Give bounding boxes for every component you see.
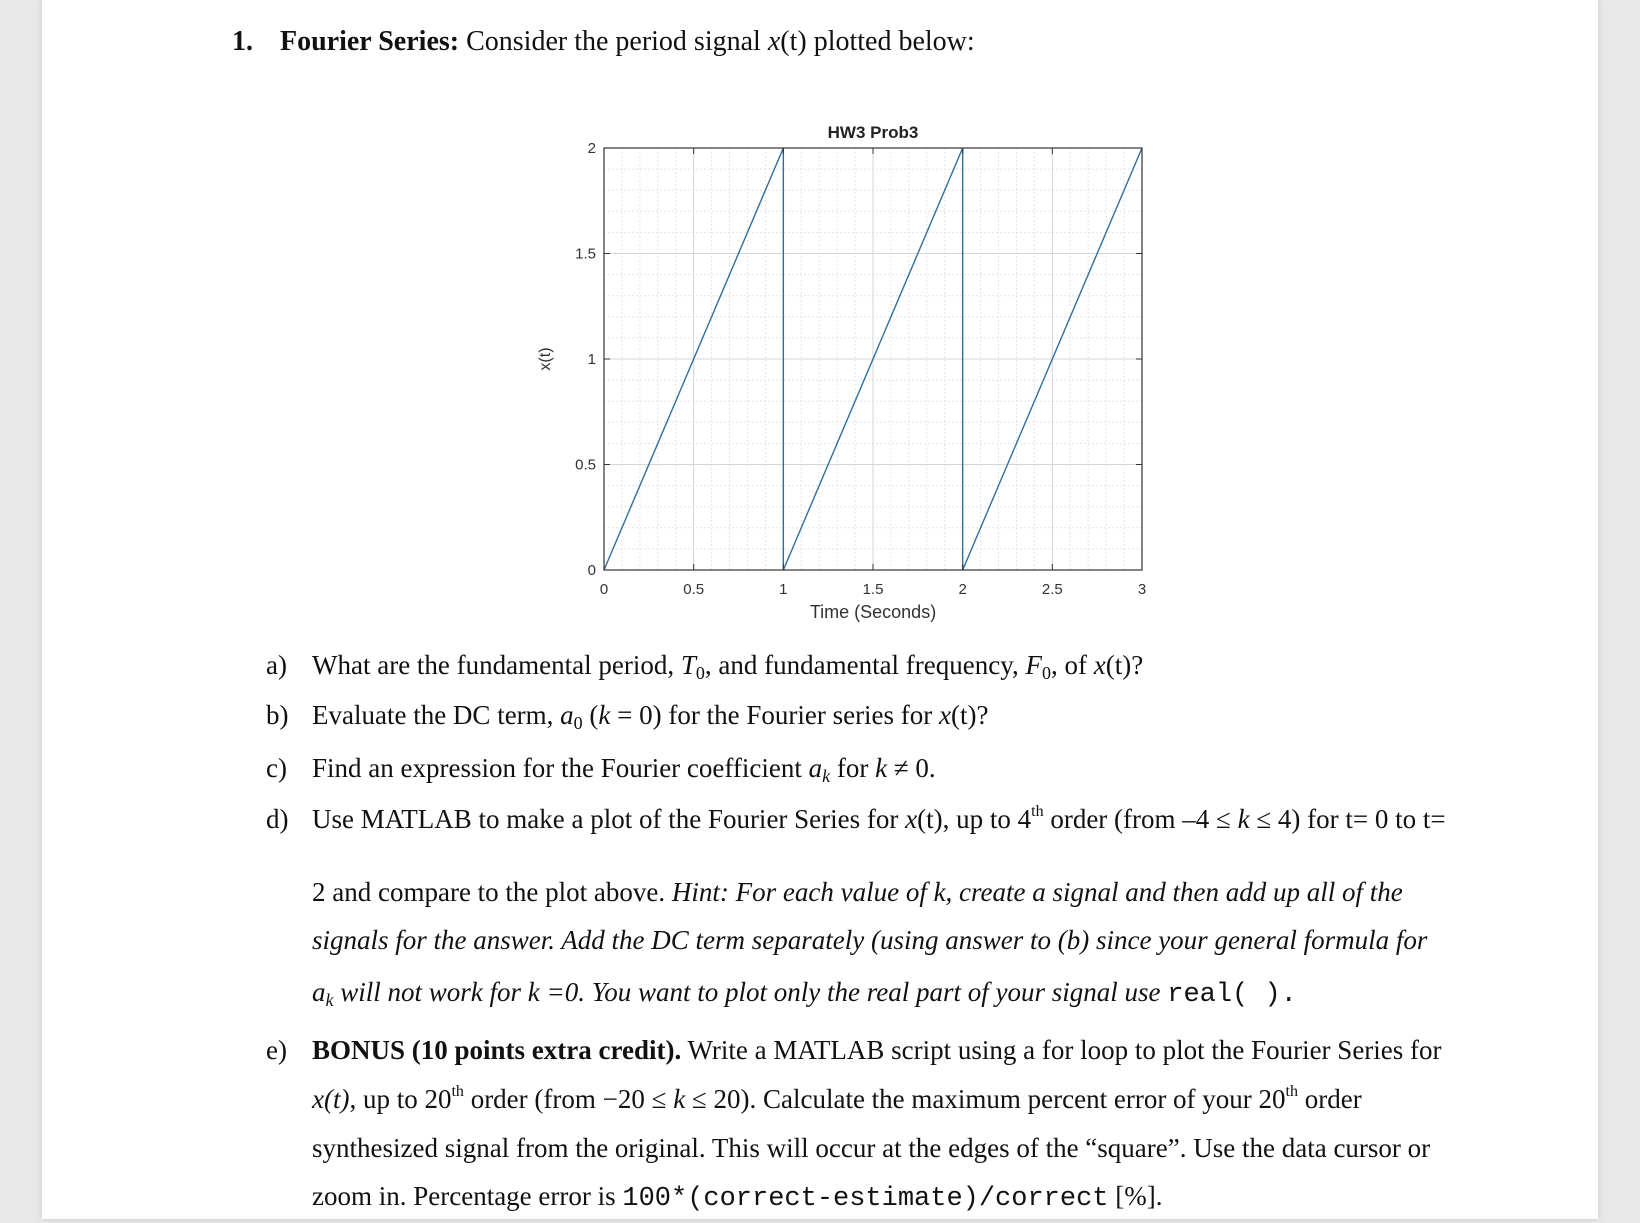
question-d-line-2: 2 and compare to the plot above. Hint: For each value of k, create a signal and then add up all of the	[312, 868, 1403, 916]
x-tick-label: 0.5	[683, 581, 704, 598]
question-e-line-4: zoom in. Percentage error is 100*(correct-estimate)/correct [%].	[312, 1172, 1162, 1223]
x-tick-label: 1	[779, 581, 787, 598]
chart-title: HW3 Prob3	[828, 123, 919, 142]
problem-title: Fourier Series:	[280, 26, 459, 57]
question-e-line-3: synthesized signal from the original. This will occur at the edges of the “square”. Use the data cursor or	[312, 1124, 1430, 1172]
signal-figure	[532, 110, 1172, 630]
question-d-line-4: $a_k$ will not work for k =0. You want to plot only the real part of your signal use real( ).	[312, 968, 1297, 1019]
y-axis-label: x(t)	[537, 347, 554, 370]
problem-number: 1.	[232, 22, 280, 62]
question-c: c) Find an expression for the Fourier coefficient $a_k$ for k ≠ 0.	[266, 743, 936, 793]
x-tick-label: 2.5	[1042, 581, 1063, 598]
document-page	[42, 0, 1598, 1219]
y-tick-label: 0.5	[575, 457, 596, 474]
question-d: d) Use MATLAB to make a plot of the Fourier Series for x(t), up to 4th order (from –4 ≤ k ≤ 4) for t= 0 to t=	[266, 794, 1446, 844]
x-tick-label: 1.5	[863, 581, 884, 598]
x-axis-label: Time (Seconds)	[810, 602, 936, 622]
x-tick-label: 2	[958, 581, 966, 598]
question-e: e) BONUS (10 points extra credit). Write a MATLAB script using a for loop to plot the Fourier Series for	[266, 1025, 1442, 1075]
question-e-line-2: x(t), up to 20th order (from −20 ≤ k ≤ 20). Calculate the maximum percent error of your 20th order	[312, 1075, 1362, 1123]
question-d-line-3: signals for the answer. Add the DC term separately (using answer to (b) since your general formula for	[312, 916, 1427, 964]
y-tick-label: 1	[588, 351, 596, 368]
y-tick-label: 2	[588, 140, 596, 157]
question-a: a) What are the fundamental period, $T_0$, and fundamental frequency, $F_0$, of x(t)?	[266, 640, 1143, 690]
problem-heading: 1. Fourier Series: Consider the period signal x(t) plotted below:	[232, 22, 975, 62]
x-tick-label: 0	[600, 581, 608, 598]
question-b: b) Evaluate the DC term, $a_0$ (k = 0) for the Fourier series for x(t)?	[266, 690, 989, 740]
y-tick-label: 0	[588, 562, 596, 579]
x-tick-label: 3	[1138, 581, 1146, 598]
y-tick-label: 1.5	[575, 246, 596, 263]
signal-chart	[532, 110, 1172, 630]
